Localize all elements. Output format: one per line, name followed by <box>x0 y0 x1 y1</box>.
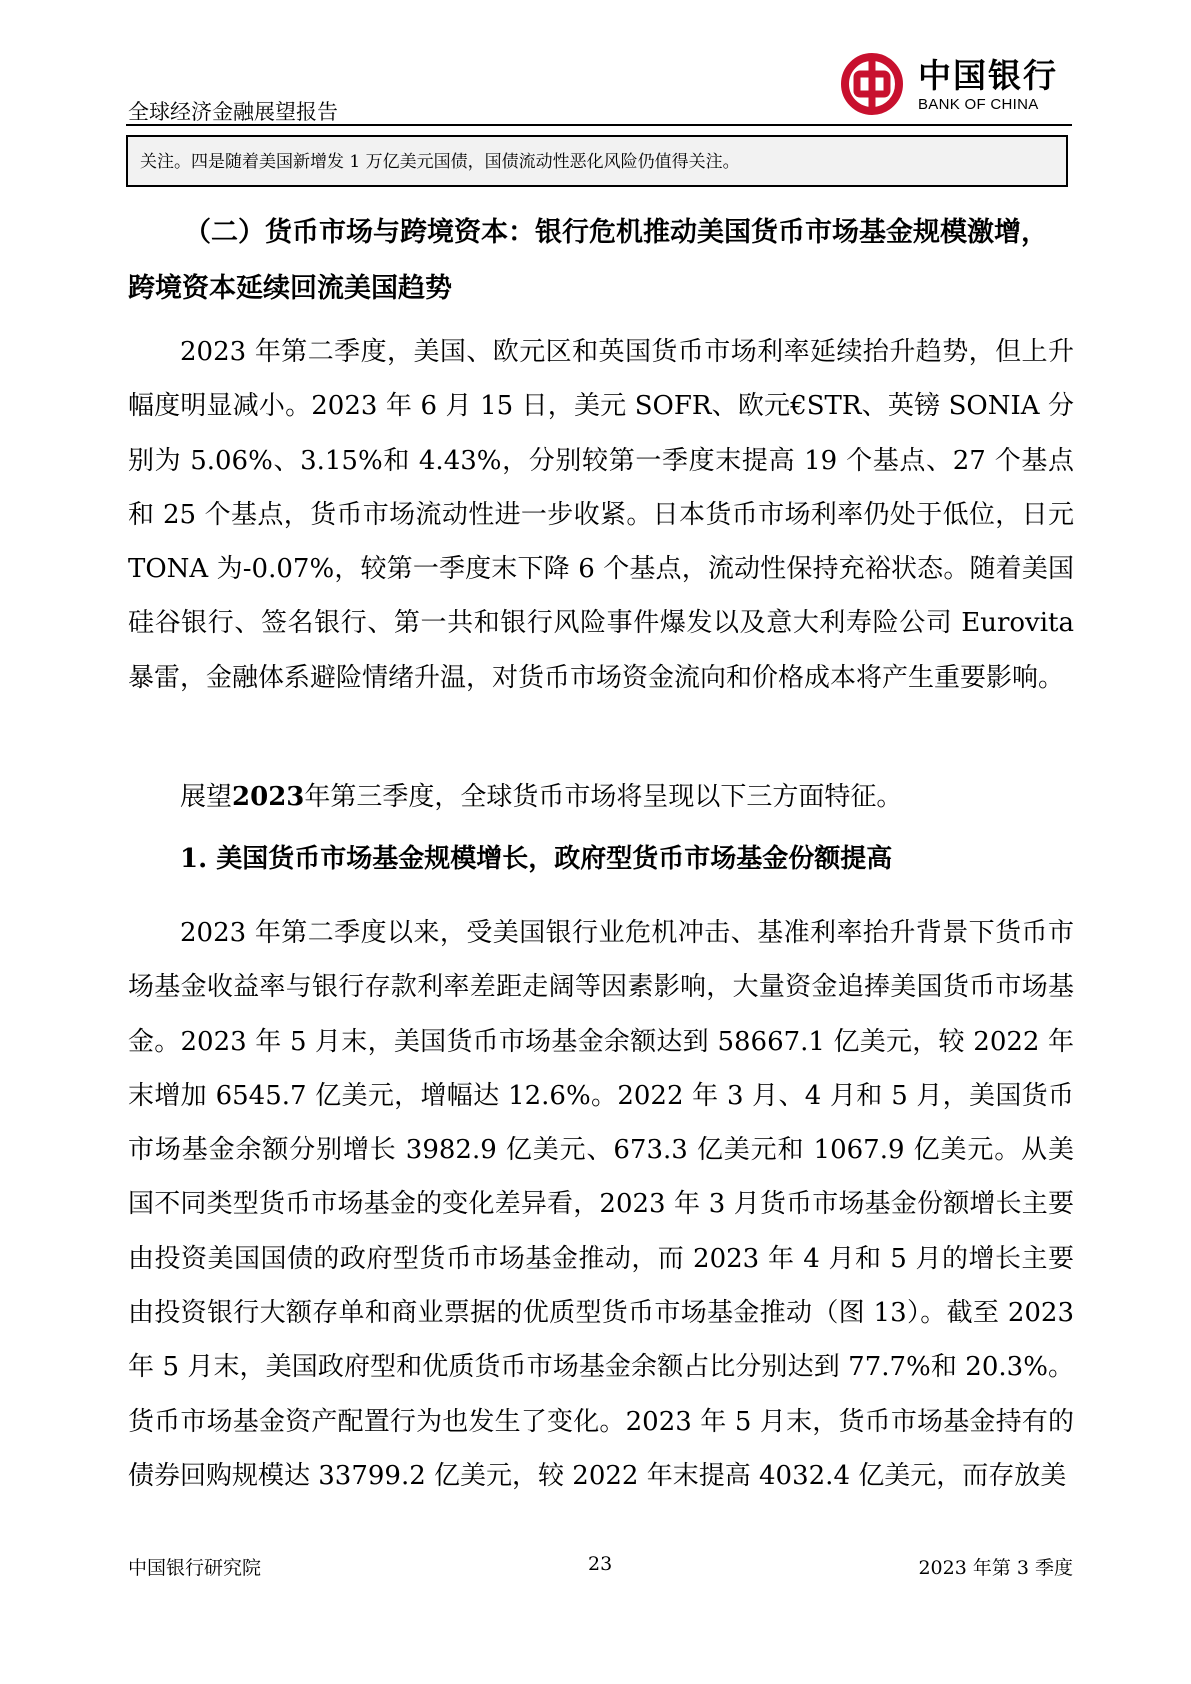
callout-text: 关注。四是随着美国新增发 1 万亿美元国债，国债流动性恶化风险仍值得关注。 <box>140 152 740 172</box>
paragraph-money-market-rates: 2023 年第二季度，美国、欧元区和英国货币市场利率延续抬升趋势，但上升幅度明显减小。2023 年 6 月 15 日，美元 SOFR、欧元€STR、英镑 SONIA 分别为 5.06%、3.15%和 4.43%，分别较第一季度末提高 19 个基点、27 个基点和 25 个基点，货币市场流动性进一步收紧。日本货币市场利率仍处于低位，日元 TONA 为-0.07%，较第一季度末下降 6 个基点，流动性保持充裕状态。随着美国硅谷银行、签名银行、第一共和银行风险事件爆发以及意大利寿险公司 Eurovita 暴雷，金融体系避险情绪升温，对货币市场资金流向和价格成本将产生重要影响。 <box>128 337 1074 693</box>
logo-english-name: BANK OF CHINA <box>918 96 1039 113</box>
report-title: 全球经济金融展望报告 <box>128 100 338 124</box>
bank-of-china-logo-icon <box>840 52 904 116</box>
sub-heading: 1. 美国货币市场基金规模增长，政府型货币市场基金份额提高 <box>180 844 893 874</box>
paragraph-outlook <box>128 770 1074 824</box>
footer-institution: 中国银行研究院 <box>128 1557 262 1579</box>
outlook-suffix: 年第三季度，全球货币市场将呈现以下三方面特征。 <box>304 782 903 812</box>
outlook-prefix: 展望 <box>180 782 233 812</box>
outlook-year: 2023 <box>232 782 305 812</box>
section-heading: （二）货币市场与跨境资本：银行危机推动美国货币市场基金规模激增，跨境资本延续回流美国趋势 <box>128 217 1048 304</box>
paragraph-money-market-funds: 2023 年第二季度以来，受美国银行业危机冲击、基准利率抬升背景下货币市场基金收益率与银行存款利率差距走阔等因素影响，大量资金追捧美国货币市场基金。2023 年 5 月末，美国货币市场基金余额达到 58667.1 亿美元，较 2022 年末增加 6545.7 亿美元，增幅达 12.6%。2022 年 3 月、4 月和 5 月，美国货币市场基金余额分别增长 3982.9 亿美元、673.3 亿美元和 1067.9 亿美元。从美国不同类型货币市场基金的变化差异看，2023 年 3 月货币市场基金份额增长主要由投资美国国债的政府型货币市场基金推动，而 2023 年 4 月和 5 月的增长主要由投资银行大额存单和商业票据的优质型货币市场基金推动（图 13）。截至 2023 年 5 月末，美国政府型和优质货币市场基金余额占比分别达到 77.7%和 20.3%。货币市场基金资产配置行为也发生了变化。2023 年 5 月末，货币市场基金持有的债券回购规模达 33799.2 亿美元，较 2022 年末提高 4032.4 亿美元，而存放美 <box>128 918 1074 1491</box>
bank-logo <box>840 50 1070 120</box>
logo-chinese-name: 中国银行 <box>918 56 1058 95</box>
callout-box <box>126 135 1068 187</box>
page-number: 23 <box>588 1553 613 1575</box>
footer-period: 2023 年第 3 季度 <box>918 1557 1073 1579</box>
header-divider <box>126 124 1072 126</box>
